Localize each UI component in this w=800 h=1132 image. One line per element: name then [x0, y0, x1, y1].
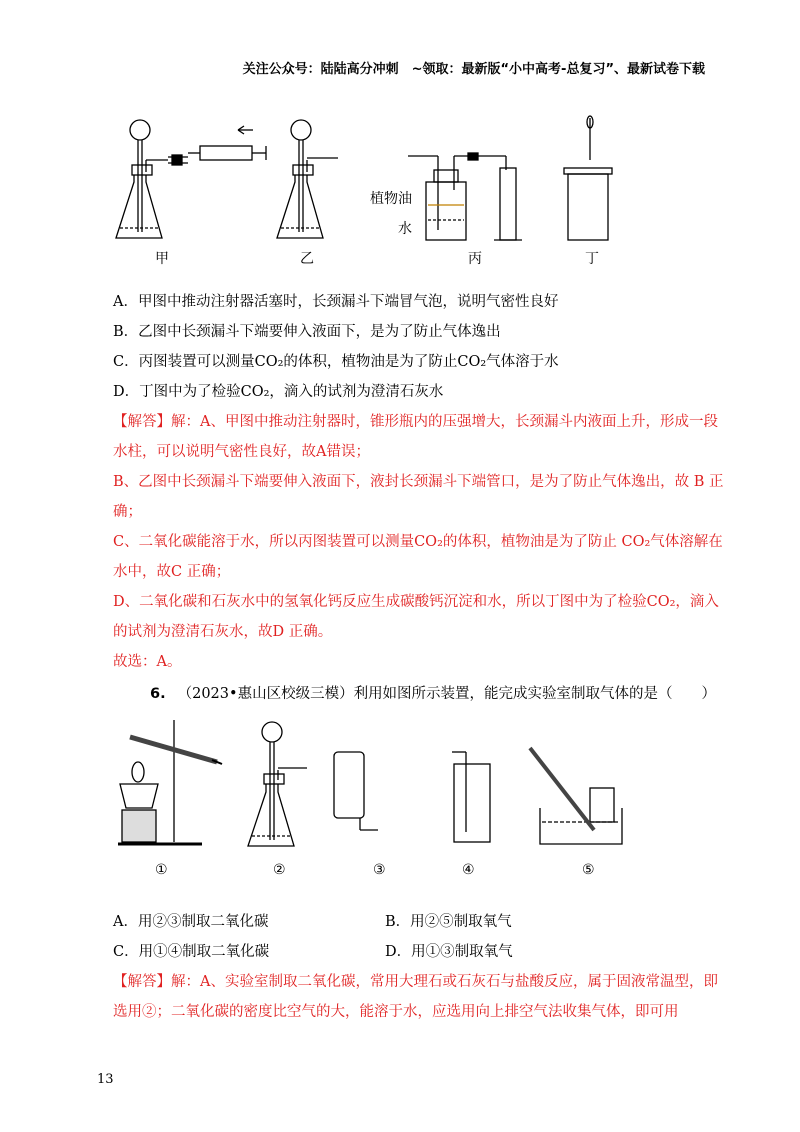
apparatus-2-flask — [248, 722, 307, 846]
fig2-label-3: ③ — [373, 862, 386, 878]
q6-title-text: （2023•惠山区校级三模）利用如图所示装置，能完成实验室制取气体的是（ ） — [177, 686, 717, 702]
q6-option-b: B．用②⑤制取氧气 — [385, 914, 512, 930]
fig2-label-1: ① — [155, 862, 168, 878]
apparatus-1-stand — [118, 720, 222, 844]
bottle-ding — [564, 116, 612, 240]
fig1-label-jia: 甲 — [155, 251, 169, 267]
fig1-label-bing: 丙 — [468, 251, 482, 267]
apparatus-figure-1 — [108, 110, 628, 270]
q6-option-d: D．用①③制取氧气 — [385, 944, 513, 960]
q5-option-a: A．甲图中推动注射器活塞时，长颈漏斗下端冒气泡，说明气密性良好 — [113, 294, 559, 310]
apparatus-figure-2 — [112, 712, 642, 857]
q6-title — [150, 684, 716, 704]
q5-choice: 故选：A。 — [113, 654, 182, 670]
q5-answer-line: 水柱，可以说明气密性良好，故A错误； — [113, 444, 370, 460]
apparatus-5-trough — [530, 748, 622, 844]
page-header: 关注公众号：陆陆高分冲刺 ~领取：最新版“小中高考-总复习”、最新试卷下载 — [242, 62, 705, 77]
apparatus-4-bottle — [452, 752, 490, 842]
q6-number: 6. — [150, 686, 166, 702]
q5-option-b: B．乙图中长颈漏斗下端要伸入液面下，是为了防止气体逸出 — [113, 324, 501, 340]
fig2-label-5: ⑤ — [582, 862, 595, 878]
q6-option-a: A．用②③制取二氧化碳 — [113, 914, 269, 930]
q5-option-c: C．丙图装置可以测量CO₂的体积，植物油是为了防止CO₂气体溶于水 — [113, 354, 559, 370]
bottle-bing — [408, 153, 522, 240]
q6-answer-line: 选用②；二氧化碳的密度比空气的大，能溶于水，应选用向上排空气法收集气体，即可用 — [113, 1004, 679, 1020]
q6-answer-line: 【解答】解：A、实验室制取二氧化碳，常用大理石或石灰石与盐酸反应，属于固液常温型，即 — [113, 974, 718, 990]
fig2-label-2: ② — [273, 862, 286, 878]
apparatus-3-bottle — [334, 752, 378, 830]
flask-jia — [116, 120, 266, 238]
q5-answer-line: 【解答】解：A、甲图中推动注射器时，锥形瓶内的压强增大，长颈漏斗内液面上升，形成一段 — [113, 414, 718, 430]
annot-water: 水 — [398, 221, 412, 237]
flask-yi — [277, 120, 338, 238]
q5-answer-line: 确； — [113, 504, 142, 520]
q5-answer-line: C、二氧化碳能溶于水，所以丙图装置可以测量CO₂的体积，植物油是为了防止 CO₂气体溶解在 — [113, 534, 723, 550]
fig2-label-4: ④ — [462, 862, 475, 878]
fig1-label-ding: 丁 — [585, 251, 599, 267]
q5-option-d: D．丁图中为了检验CO₂，滴入的试剂为澄清石灰水 — [113, 384, 444, 400]
q5-answer-line: B、乙图中长颈漏斗下端要伸入液面下，液封长颈漏斗下端管口，是为了防止气体逸出，故 B 正 — [113, 474, 724, 490]
annot-oil: 植物油 — [370, 191, 412, 207]
q5-answer-line: 水中，故C 正确； — [113, 564, 231, 580]
q5-answer-line: 的试剂为澄清石灰水，故D 正确。 — [113, 624, 333, 640]
q6-option-c: C．用①④制取二氧化碳 — [113, 944, 270, 960]
q5-answer-line: D、二氧化碳和石灰水中的氢氧化钙反应生成碳酸钙沉淀和水，所以丁图中为了检验CO₂，滴入 — [113, 594, 719, 610]
page-number: 13 — [97, 1072, 114, 1087]
fig1-label-yi: 乙 — [300, 251, 314, 267]
